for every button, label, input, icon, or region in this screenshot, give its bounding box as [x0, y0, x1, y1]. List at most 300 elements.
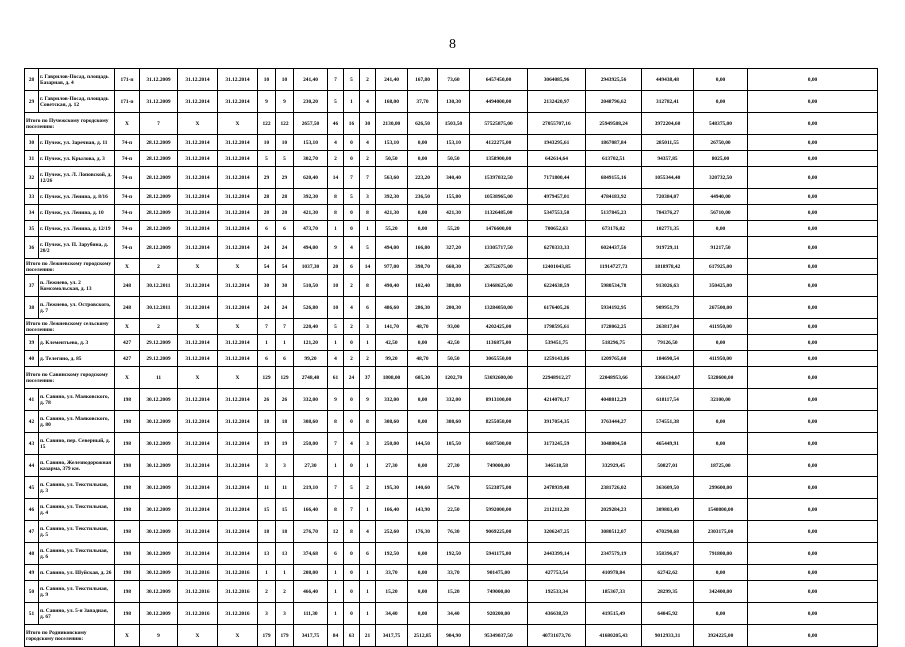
table-cell: 904,90	[438, 625, 470, 647]
table-cell: 1358900,00	[470, 151, 528, 167]
table-cell: 74-п	[115, 205, 140, 221]
table-cell: 37	[360, 367, 376, 389]
table-cell: 31.12.2016	[218, 581, 258, 603]
table-cell: 31.12.2014	[218, 91, 258, 113]
table-cell: 3763444,27	[586, 411, 642, 433]
table-cell: 30	[25, 135, 39, 151]
table-cell: 2112112,28	[528, 499, 586, 521]
table-row	[25, 205, 878, 221]
table-cell: 5523875,00	[470, 477, 528, 499]
table-cell: 486,60	[376, 297, 408, 319]
table-cell: 7	[328, 477, 344, 499]
table-cell: 111,30	[294, 603, 328, 625]
table-cell: 392,30	[376, 189, 408, 205]
table-cell: 55,20	[438, 221, 470, 237]
table-cell: 27055707,16	[528, 113, 586, 135]
table-cell: 3	[258, 603, 276, 625]
table-cell: 31.12.2014	[218, 151, 258, 167]
table-cell: 2	[276, 581, 294, 603]
table-cell: 563,60	[376, 167, 408, 189]
table-cell: 909951,79	[642, 297, 694, 319]
table-cell: 2	[328, 151, 344, 167]
address-cell: г. Пучеж, ул. П. Зарубина, д. 20/2	[39, 237, 115, 259]
table-cell: 28	[258, 189, 276, 205]
table-cell: 121,20	[294, 335, 328, 351]
table-cell: 153,10	[438, 135, 470, 151]
table-cell: 84	[328, 625, 344, 647]
table-cell: 6	[258, 221, 276, 237]
table-cell: 31.12.2014	[218, 205, 258, 221]
table-cell: 411950,00	[694, 319, 748, 335]
table-cell: Х	[115, 625, 140, 647]
table-cell: 4048812,29	[586, 389, 642, 411]
table-cell: 285011,55	[642, 135, 694, 151]
address-cell: п. Савино, ул. Текстильная, д. 3	[39, 477, 115, 499]
table-cell: 0	[344, 603, 360, 625]
table-cell: 37,70	[408, 91, 438, 113]
table-cell: 241,40	[376, 69, 408, 91]
subtotal-label: Итого по Родниковскому городскому поселению:	[25, 625, 115, 647]
table-cell: 49	[25, 565, 39, 581]
table-row	[25, 477, 878, 499]
table-cell: 40731673,76	[528, 625, 586, 647]
table-cell: 198	[115, 521, 140, 543]
table-cell: 33,70	[376, 565, 408, 581]
table-cell: 668,30	[438, 259, 470, 275]
table-cell: 0,00	[694, 411, 748, 433]
table-cell: 5	[258, 151, 276, 167]
table-cell: 0,00	[748, 565, 878, 581]
table-cell: 0,00	[748, 297, 878, 319]
table-cell: 31.12.2014	[178, 433, 218, 455]
table-row	[25, 499, 878, 521]
table-row	[25, 565, 878, 581]
table-cell: 195,30	[376, 477, 408, 499]
table-cell: 24	[276, 237, 294, 259]
table-cell: 184690,54	[642, 351, 694, 367]
table-cell: 494,00	[376, 237, 408, 259]
table-cell: 27,30	[438, 455, 470, 477]
table-cell: 1	[276, 565, 294, 581]
table-cell: 30.12.2009	[140, 411, 178, 433]
table-row	[25, 297, 878, 319]
table-cell: 153,10	[376, 135, 408, 151]
table-cell: 8	[360, 205, 376, 221]
table-cell: 31.12.2014	[178, 351, 218, 367]
table-cell: 31.12.2014	[218, 275, 258, 297]
table-cell: 0,00	[694, 565, 748, 581]
table-cell: 22048953,66	[586, 367, 642, 389]
table-cell: 0,00	[748, 319, 878, 335]
subtotal-label: Итого по Пучежскому городскому поселению:	[25, 113, 115, 135]
table-cell: 198	[115, 565, 140, 581]
table-cell: 130,30	[438, 91, 470, 113]
table-cell: 1055344,40	[642, 167, 694, 189]
table-cell: 102771,35	[642, 221, 694, 237]
table-row	[25, 135, 878, 151]
table-cell: 13468625,00	[470, 275, 528, 297]
table-cell: 31.12.2014	[178, 151, 218, 167]
table-cell: 34,40	[376, 603, 408, 625]
table-cell: 28.12.2009	[140, 189, 178, 205]
table-cell: 31.12.2014	[178, 297, 218, 319]
table-cell: 198	[115, 433, 140, 455]
table-cell: 236,50	[408, 189, 438, 205]
table-cell: 5	[344, 189, 360, 205]
table-cell: 11914727,73	[586, 259, 642, 275]
table-cell: 14	[328, 167, 344, 189]
table-cell: 2	[360, 151, 376, 167]
table-cell: 617925,00	[694, 259, 748, 275]
table-cell: 50,50	[438, 151, 470, 167]
table-cell: 38	[25, 297, 39, 319]
table-cell: 28.12.2009	[140, 151, 178, 167]
table-cell: 4494000,00	[470, 91, 528, 113]
table-row	[25, 221, 878, 237]
table-cell: 2	[140, 259, 178, 275]
table-cell: 8	[328, 189, 344, 205]
table-cell: 358396,67	[642, 543, 694, 565]
table-cell: 31.12.2014	[218, 221, 258, 237]
table-cell: 4	[360, 91, 376, 113]
table-cell: 3	[258, 455, 276, 477]
table-cell: 30	[258, 275, 276, 297]
table-cell: 7	[276, 319, 294, 335]
table-cell: 320732,50	[694, 167, 748, 189]
table-cell: 374,68	[294, 543, 328, 565]
table-cell: 1	[360, 565, 376, 581]
table-cell: 79126,50	[642, 335, 694, 351]
table-cell: 5	[344, 477, 360, 499]
table-cell: 42	[25, 411, 39, 433]
table-cell: 3048804,50	[586, 433, 642, 455]
address-cell: п. Савино, ул. Маяковского, д. 78	[39, 389, 115, 411]
table-cell: 0	[344, 151, 360, 167]
table-cell: 7	[360, 167, 376, 189]
table-cell: 1	[328, 603, 344, 625]
table-cell: 26	[276, 389, 294, 411]
table-cell: 20	[276, 205, 294, 221]
table-cell: Х	[178, 625, 218, 647]
table-cell: 6176405,26	[528, 297, 586, 319]
table-cell: 31.12.2014	[178, 237, 218, 259]
table-cell: 46	[328, 113, 344, 135]
table-cell: Х	[115, 113, 140, 135]
table-cell: 155,80	[438, 189, 470, 205]
table-row	[25, 581, 878, 603]
table-cell: 5	[328, 91, 344, 113]
table-cell: 74-п	[115, 221, 140, 237]
table-cell: 35	[25, 221, 39, 237]
table-cell: 1943295,61	[528, 135, 586, 151]
table-cell: 2748,48	[294, 367, 328, 389]
table-cell: 27,30	[294, 455, 328, 477]
table-cell: Х	[178, 259, 218, 275]
table-cell: 50,50	[438, 351, 470, 367]
table-cell: 350425,00	[694, 275, 748, 297]
table-cell: 31.12.2014	[218, 543, 258, 565]
table-cell: 198	[115, 581, 140, 603]
table-cell: 1818978,42	[642, 259, 694, 275]
table-cell: 436638,59	[528, 603, 586, 625]
table-cell: 50,50	[376, 151, 408, 167]
table-cell: 2	[344, 275, 360, 297]
table-cell: 4214070,17	[528, 389, 586, 411]
table-cell: 10	[328, 297, 344, 319]
table-cell: 31.12.2014	[218, 237, 258, 259]
table-cell: 0	[344, 221, 360, 237]
table-cell: 31.12.2014	[218, 335, 258, 351]
table-cell: 465449,91	[642, 433, 694, 455]
table-row	[25, 521, 878, 543]
table-cell: 332,00	[376, 389, 408, 411]
table-cell: 0	[344, 335, 360, 351]
table-cell: 0,00	[408, 389, 438, 411]
table-cell: 494,00	[294, 237, 328, 259]
table-cell: Х	[115, 259, 140, 275]
table-cell: 24	[258, 237, 276, 259]
table-cell: 332929,45	[586, 455, 642, 477]
table-cell: 198	[115, 499, 140, 521]
table-cell: 19	[276, 433, 294, 455]
table-cell: 8	[328, 205, 344, 221]
table-cell: 192,50	[438, 543, 470, 565]
table-cell: Х	[178, 319, 218, 335]
table-cell: 0,00	[748, 205, 878, 221]
table-cell: 6457450,00	[470, 69, 528, 91]
table-cell: 171-п	[115, 91, 140, 113]
table-cell: 901475,00	[470, 565, 528, 581]
table-cell: 0	[344, 205, 360, 221]
table-cell: 56710,00	[694, 205, 748, 221]
table-cell: 8	[360, 411, 376, 433]
table-cell: 13284050,00	[470, 297, 528, 319]
table-cell: 6849155,16	[586, 167, 642, 189]
table-cell: 15	[276, 499, 294, 521]
table-cell: 143,90	[408, 499, 438, 521]
table-cell: 28299,35	[642, 581, 694, 603]
table-cell: 5	[276, 151, 294, 167]
table-cell: 308,60	[294, 411, 328, 433]
table-cell: 0,00	[748, 335, 878, 351]
table-cell: 31.12.2014	[218, 389, 258, 411]
table-cell: 1	[360, 499, 376, 521]
table-cell: 53692600,00	[470, 367, 528, 389]
table-cell: 0,00	[748, 69, 878, 91]
table-cell: 30.12.2009	[140, 477, 178, 499]
table-cell: Х	[178, 367, 218, 389]
address-cell: п. Савино, ул. Маяковского, д. 80	[39, 411, 115, 433]
table-cell: 15,20	[376, 581, 408, 603]
table-cell: Х	[218, 259, 258, 275]
subtotal-label: Итого по Лежневскому сельскому поселению:	[25, 319, 115, 335]
subtotal-row	[25, 625, 878, 647]
table-cell: 6	[344, 259, 360, 275]
table-cell: 30.12.2009	[140, 455, 178, 477]
table-cell: 31.12.2014	[218, 297, 258, 319]
table-cell: 30.12.2009	[140, 389, 178, 411]
table-cell: 3417,75	[376, 625, 408, 647]
page-number: 8	[449, 37, 456, 52]
table-cell: 153,10	[294, 135, 328, 151]
table-cell: 473,70	[294, 221, 328, 237]
table-cell: 44940,00	[694, 189, 748, 205]
table-cell: 2381726,02	[586, 477, 642, 499]
table-cell: 340,40	[438, 167, 470, 189]
table-cell: 0,00	[748, 135, 878, 151]
table-cell: 198	[115, 455, 140, 477]
table-cell: 0,00	[748, 603, 878, 625]
table-row	[25, 275, 878, 297]
table-cell: 1867087,84	[586, 135, 642, 151]
table-cell: 9012933,31	[642, 625, 694, 647]
table-cell: 470290,68	[642, 521, 694, 543]
table-cell: 0,00	[748, 521, 878, 543]
table-cell: 0,00	[408, 581, 438, 603]
table-cell: 24	[258, 297, 276, 319]
table-cell: 0	[344, 411, 360, 433]
table-cell: 0	[344, 565, 360, 581]
table-cell: 3173245,59	[528, 433, 586, 455]
table-cell: 31	[25, 151, 39, 167]
table-cell: 62742,62	[642, 565, 694, 581]
table-cell: 7	[140, 113, 178, 135]
table-cell: 8	[360, 275, 376, 297]
address-cell: д. Клементьево, д. 3	[39, 335, 115, 351]
address-cell: п. Савино, ул. Текстильная, д. 9	[39, 581, 115, 603]
table-cell: 34,40	[438, 603, 470, 625]
table-cell: 6	[258, 351, 276, 367]
table-cell: 0,00	[748, 351, 878, 367]
table-cell: 332,00	[438, 389, 470, 411]
table-cell: 63	[344, 625, 360, 647]
table-cell: 15397032,50	[470, 167, 528, 189]
table-cell: 4	[328, 135, 344, 151]
table-cell: 363609,50	[642, 477, 694, 499]
table-cell: 31.12.2014	[218, 189, 258, 205]
table-cell: 346518,58	[528, 455, 586, 477]
table-cell: 15,20	[438, 581, 470, 603]
table-cell: 31.12.2014	[178, 389, 218, 411]
subtotal-label: Итого по Савинскому городскому поселению:	[25, 367, 115, 389]
table-cell: 4784183,92	[586, 189, 642, 205]
table-cell: 31.12.2016	[218, 603, 258, 625]
table-cell: 28.12.2009	[140, 237, 178, 259]
table-cell: 31.12.2014	[218, 69, 258, 91]
table-cell: 48	[25, 543, 39, 565]
table-cell: 28.12.2009	[140, 167, 178, 189]
table-cell: 129	[276, 367, 294, 389]
table-cell: 2347579,19	[586, 543, 642, 565]
subtotal-row	[25, 367, 878, 389]
table-cell: 613702,51	[586, 151, 642, 167]
table-cell: 6	[360, 297, 376, 319]
table-cell: 223,20	[408, 167, 438, 189]
table-cell: 30.12.2009	[140, 433, 178, 455]
table-cell: 74-п	[115, 189, 140, 205]
table-cell: 179	[258, 625, 276, 647]
table-cell: 1209765,60	[586, 351, 642, 367]
table-cell: 411950,00	[694, 351, 748, 367]
table-cell: 302,70	[294, 151, 328, 167]
table-cell: 9	[140, 625, 178, 647]
table-cell: 9069225,00	[470, 521, 528, 543]
table-cell: 0,00	[748, 367, 878, 389]
table-cell: 8025,00	[694, 151, 748, 167]
table-cell: 54	[276, 259, 294, 275]
table-cell: 45	[25, 477, 39, 499]
table-cell: 29	[25, 91, 39, 113]
table-cell: 248	[115, 275, 140, 297]
table-cell: 0,00	[408, 135, 438, 151]
table-cell: 24	[344, 367, 360, 389]
table-cell: Х	[218, 367, 258, 389]
table-cell: 2303175,00	[694, 521, 748, 543]
table-cell: 166,80	[408, 237, 438, 259]
table-cell: 42,50	[376, 335, 408, 351]
table-cell: 73,60	[438, 69, 470, 91]
table-cell: 4	[344, 237, 360, 259]
table-cell: 0,00	[694, 91, 748, 113]
table-cell: 18725,00	[694, 455, 748, 477]
table-cell: 421,30	[438, 205, 470, 221]
table-cell: 3065550,00	[470, 351, 528, 367]
table-cell: 22948912,27	[528, 367, 586, 389]
table-cell: 31.12.2014	[178, 499, 218, 521]
table-cell: 192533,34	[528, 581, 586, 603]
table-cell: 29.12.2009	[140, 335, 178, 351]
table-cell: 286,30	[408, 297, 438, 319]
table-cell: 3080512,07	[586, 521, 642, 543]
table-cell: 913026,63	[642, 275, 694, 297]
table-cell: 548375,00	[694, 113, 748, 135]
table-cell: 31.12.2009	[140, 91, 178, 113]
table-cell: 920200,00	[470, 603, 528, 625]
table-cell: 185367,33	[586, 581, 642, 603]
table-cell: 7	[328, 69, 344, 91]
table-cell: 3	[276, 603, 294, 625]
table-row	[25, 91, 878, 113]
table-cell: 3	[360, 433, 376, 455]
table-cell: 10	[328, 275, 344, 297]
table-cell: 2512,85	[408, 625, 438, 647]
address-cell: д. Телегино, д. 85	[39, 351, 115, 367]
table-cell: 28.12.2009	[140, 221, 178, 237]
table-cell: Х	[218, 319, 258, 335]
table-cell: 51	[25, 603, 39, 625]
table-cell: 1	[276, 335, 294, 351]
table-cell: 1	[360, 581, 376, 603]
table-cell: 0,00	[748, 259, 878, 275]
table-cell: 176,30	[408, 521, 438, 543]
table-cell: 2132420,97	[528, 91, 586, 113]
table-cell: 4	[328, 351, 344, 367]
table-cell: 29	[276, 167, 294, 189]
table-cell: 11326485,00	[470, 205, 528, 221]
table-cell: 5980534,78	[586, 275, 642, 297]
table-cell: 1	[344, 91, 360, 113]
table-cell: Х	[178, 113, 218, 135]
address-cell: г. Пучеж, ул. Ленина, д. 12/19	[39, 221, 115, 237]
table-cell: 1	[328, 221, 344, 237]
table-cell: 198	[115, 389, 140, 411]
table-cell: 22,50	[438, 499, 470, 521]
table-cell: 30.12.2009	[140, 603, 178, 625]
table-cell: 57525875,00	[470, 113, 528, 135]
table-cell: 15	[258, 499, 276, 521]
table-cell: 250,00	[294, 433, 328, 455]
table-cell: 31.12.2014	[178, 189, 218, 205]
